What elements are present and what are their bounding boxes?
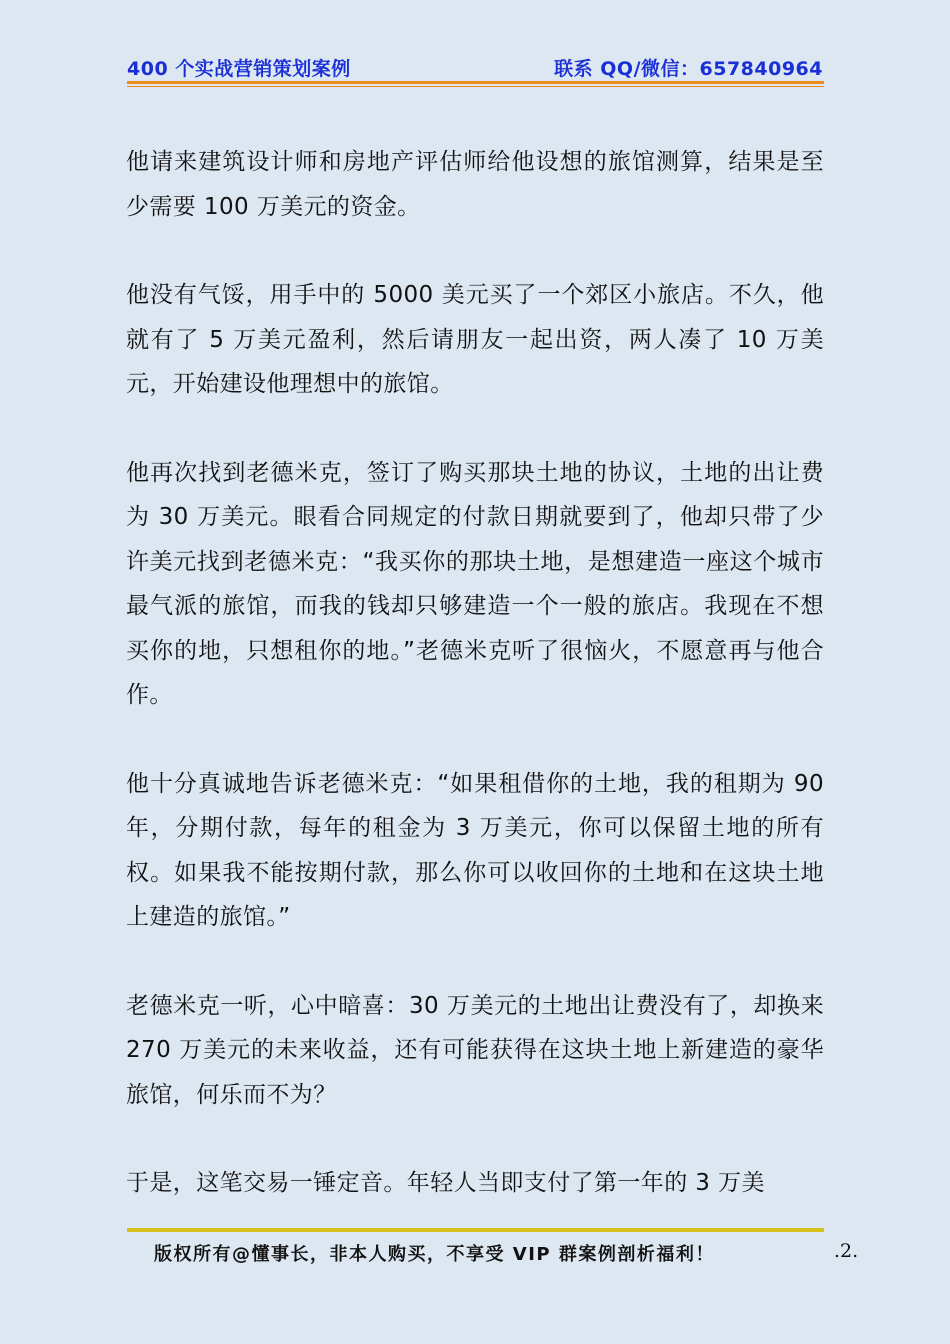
header-rule-thin [127, 86, 824, 87]
header-contact: 联系 QQ/微信：657840964 [554, 58, 823, 80]
header-rule-thick [127, 81, 824, 84]
footer-copyright: 版权所有@懂事长，非本人购买，不享受 VIP 群案例剖析福利！ [154, 1244, 715, 1265]
page-number: .2. [834, 1240, 859, 1262]
header-title: 400 个实战营销策划案例 [127, 58, 351, 80]
paragraph-3: 他再次找到老德米克，签订了购买那块土地的协议，土地的出让费为 30 万美元。眼看合同规定的付款日期就要到了，他却只带了少许美元找到老德米克：“我买你的那块土地，是想建造一座这个城市最气派的旅馆，而我的钱却只够建造一个一般的旅店。我现在不想买你的地，只想租你的地。”老德米克听了很恼火，不愿意再与他合作。 [126, 459, 824, 708]
paragraph-2: 他没有气馁，用手中的 5000 美元买了一个郊区小旅店。不久，他就有了 5 万美元盈利，然后请朋友一起出资，两人凑了 10 万美元，开始建设他理想中的旅馆。 [126, 282, 824, 397]
page-header [127, 54, 823, 80]
document-body [126, 140, 824, 1250]
footer-rule [127, 1228, 824, 1232]
paragraph-4: 他十分真诚地告诉老德米克：“如果租借你的土地，我的租期为 90 年，分期付款，每年的租金为 3 万美元，你可以保留土地的所有权。如果我不能按期付款，那么你可以收回你的土地和在这块土地上建造的旅馆。” [126, 770, 824, 930]
paragraph-6: 于是，这笔交易一锤定音。年轻人当即支付了第一年的 3 万美 [126, 1170, 765, 1196]
paragraph-5: 老德米克一听，心中暗喜：30 万美元的土地出让费没有了，却换来 270 万美元的未来收益，还有可能获得在这块土地上新建造的豪华旅馆，何乐而不为？ [126, 992, 824, 1108]
paragraph-1: 他请来建筑设计师和房地产评估师给他设想的旅馆测算，结果是至少需要 100 万美元的资金。 [126, 149, 824, 220]
